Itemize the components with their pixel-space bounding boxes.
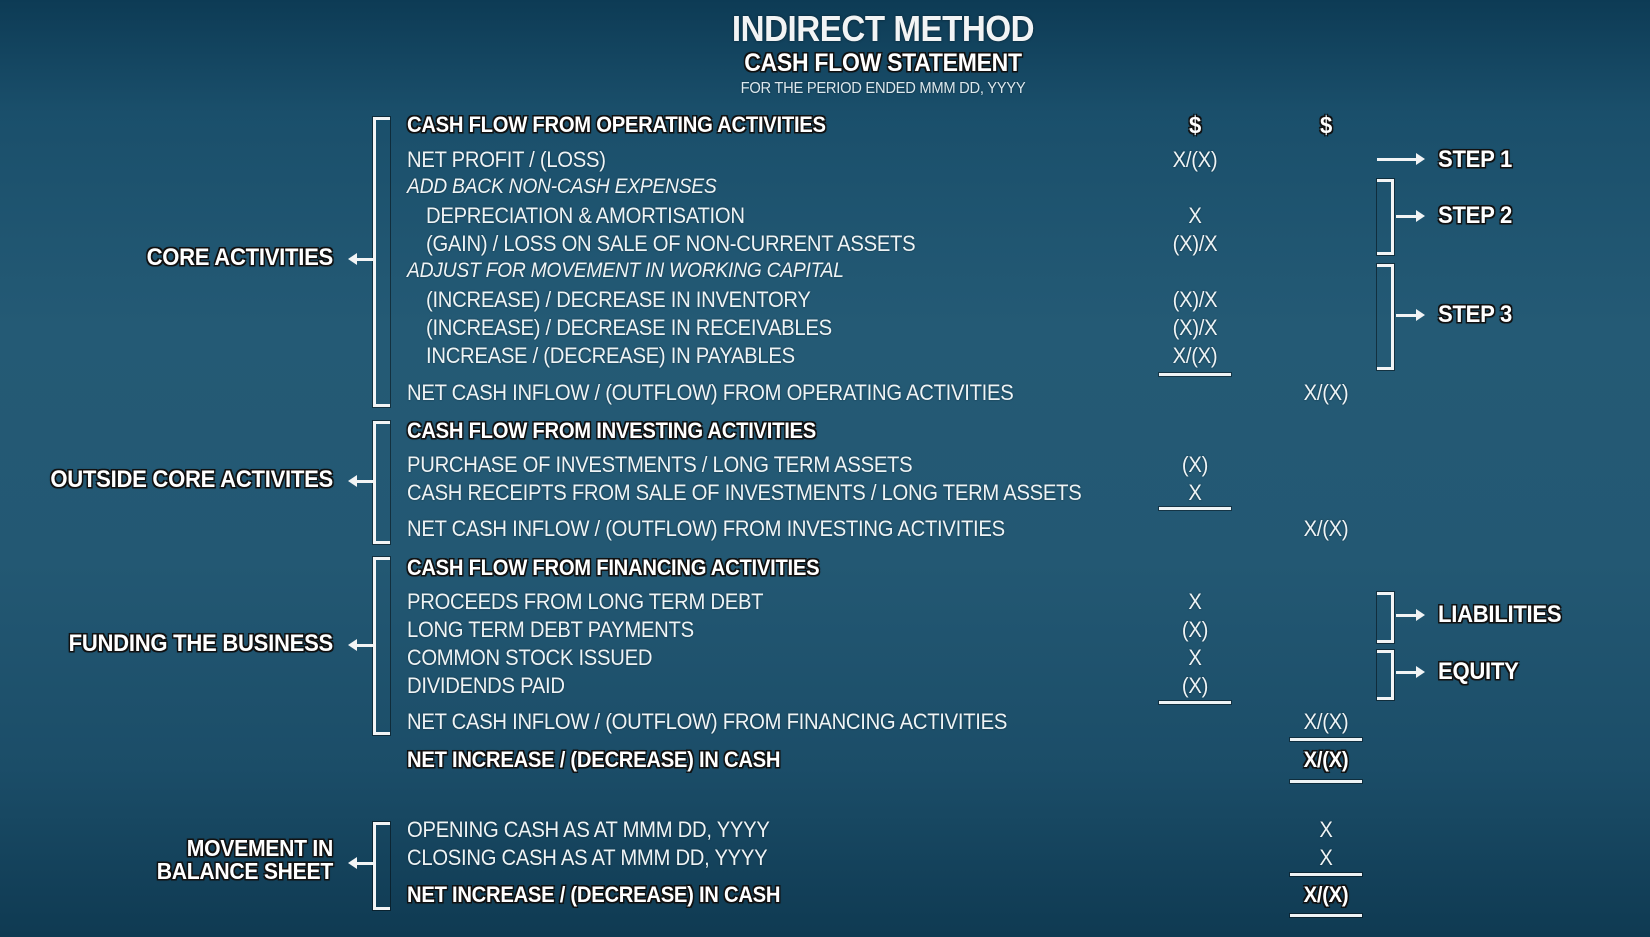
page-title: INDIRECT METHOD [731,8,1035,49]
statement-subtitle: CASH FLOW STATEMENT [744,49,1022,77]
operating-value: X [1188,203,1202,228]
subtotal-underline [1159,701,1231,704]
step-1-label: STEP 1 [1438,146,1513,173]
subtotal-underline [1159,507,1231,510]
balance-row-label: OPENING CASH AS AT MMM DD, YYYY [407,817,770,842]
equity-label: EQUITY [1438,658,1519,685]
operating-total-label: NET CASH INFLOW / (OUTFLOW) FROM OPERATING ACTIVITIES [407,380,1014,405]
operating-bracket [373,117,390,407]
operating-row-label: (INCREASE) / DECREASE IN RECEIVABLES [426,315,832,340]
column-header-1: $ [1188,112,1202,139]
step-3-label: STEP 3 [1438,301,1513,328]
step-2-label: STEP 2 [1438,202,1513,229]
side-label-balance-line1: MOVEMENT IN [186,835,333,861]
step-2-bracket [1377,179,1394,255]
arrow-right-icon [1396,215,1417,218]
arrow-right-icon [1396,314,1417,317]
net-change-value: X/(X) [1303,747,1349,772]
investing-total-value: X/(X) [1303,516,1349,541]
subtotal-underline [1290,873,1362,876]
operating-row-label: (INCREASE) / DECREASE IN INVENTORY [426,287,811,312]
side-label-funding: FUNDING THE BUSINESS [68,630,333,657]
investing-row-label: PURCHASE OF INVESTMENTS / LONG TERM ASSETS [407,452,913,477]
operating-row-label: NET PROFIT / (LOSS) [407,147,606,172]
balance-row-label: CLOSING CASH AS AT MMM DD, YYYY [407,845,768,870]
investing-heading: CASH FLOW FROM INVESTING ACTIVITIES [407,418,817,443]
investing-total-label: NET CASH INFLOW / (OUTFLOW) FROM INVESTING ACTIVITIES [407,516,1005,541]
financing-row-label: DIVIDENDS PAID [407,673,565,698]
financing-row-label: COMMON STOCK ISSUED [407,645,653,670]
balance-bracket [373,822,390,910]
balance-value: X [1319,817,1333,842]
subtotal-underline [1159,373,1231,376]
double-underline [1290,914,1362,917]
subtotal-underline [1290,738,1362,741]
investing-bracket [373,421,390,544]
operating-value: (X)/X [1172,231,1218,256]
operating-row-label: INCREASE / (DECREASE) IN PAYABLES [426,343,795,368]
operating-total-value: X/(X) [1303,380,1349,405]
operating-subheading: ADD BACK NON-CASH EXPENSES [407,175,717,198]
operating-row-label: DEPRECIATION & AMORTISATION [426,203,745,228]
operating-value: X/(X) [1172,343,1218,368]
liabilities-label: LIABILITIES [1438,601,1562,628]
arrow-left-icon [356,644,374,647]
arrow-right-icon [1396,671,1417,674]
balance-total-value: X/(X) [1303,882,1349,907]
column-header-2: $ [1319,112,1333,139]
financing-value: X [1188,589,1202,614]
operating-value: X/(X) [1172,147,1218,172]
equity-bracket [1377,650,1394,700]
financing-value: X [1188,645,1202,670]
financing-bracket [373,557,390,735]
side-label-outside-core: OUTSIDE CORE ACTIVITES [50,466,333,493]
financing-value: (X) [1181,617,1209,642]
financing-row-label: PROCEEDS FROM LONG TERM DEBT [407,589,764,614]
arrow-left-icon [356,862,374,865]
investing-value: (X) [1181,452,1209,477]
arrow-right-icon [1396,614,1417,617]
operating-value: (X)/X [1172,287,1218,312]
investing-value: X [1188,480,1202,505]
financing-heading: CASH FLOW FROM FINANCING ACTIVITIES [407,555,820,580]
side-label-balance-line2: BALANCE SHEET [156,858,333,884]
investing-row-label: CASH RECEIPTS FROM SALE OF INVESTMENTS / LONG TERM ASSETS [407,480,1082,505]
operating-heading: CASH FLOW FROM OPERATING ACTIVITIES [407,112,826,137]
financing-row-label: LONG TERM DEBT PAYMENTS [407,617,694,642]
arrow-right-icon [1377,158,1417,161]
double-underline [1290,780,1362,783]
step-3-bracket [1377,264,1394,370]
net-change-label: NET INCREASE / (DECREASE) IN CASH [407,747,781,772]
side-label-core-activities: CORE ACTIVITIES [146,244,333,271]
financing-total-value: X/(X) [1303,709,1349,734]
balance-total-label: NET INCREASE / (DECREASE) IN CASH [407,882,781,907]
financing-total-label: NET CASH INFLOW / (OUTFLOW) FROM FINANCING ACTIVITIES [407,709,1008,734]
arrow-left-icon [356,258,374,261]
arrow-left-icon [356,480,374,483]
liabilities-bracket [1377,592,1394,643]
operating-subheading: ADJUST FOR MOVEMENT IN WORKING CAPITAL [407,259,844,282]
financing-value: (X) [1181,673,1209,698]
balance-value: X [1319,845,1333,870]
period-text: FOR THE PERIOD ENDED MMM DD, YYYY [740,80,1026,97]
operating-row-label: (GAIN) / LOSS ON SALE OF NON-CURRENT ASSETS [426,231,916,256]
operating-value: (X)/X [1172,315,1218,340]
